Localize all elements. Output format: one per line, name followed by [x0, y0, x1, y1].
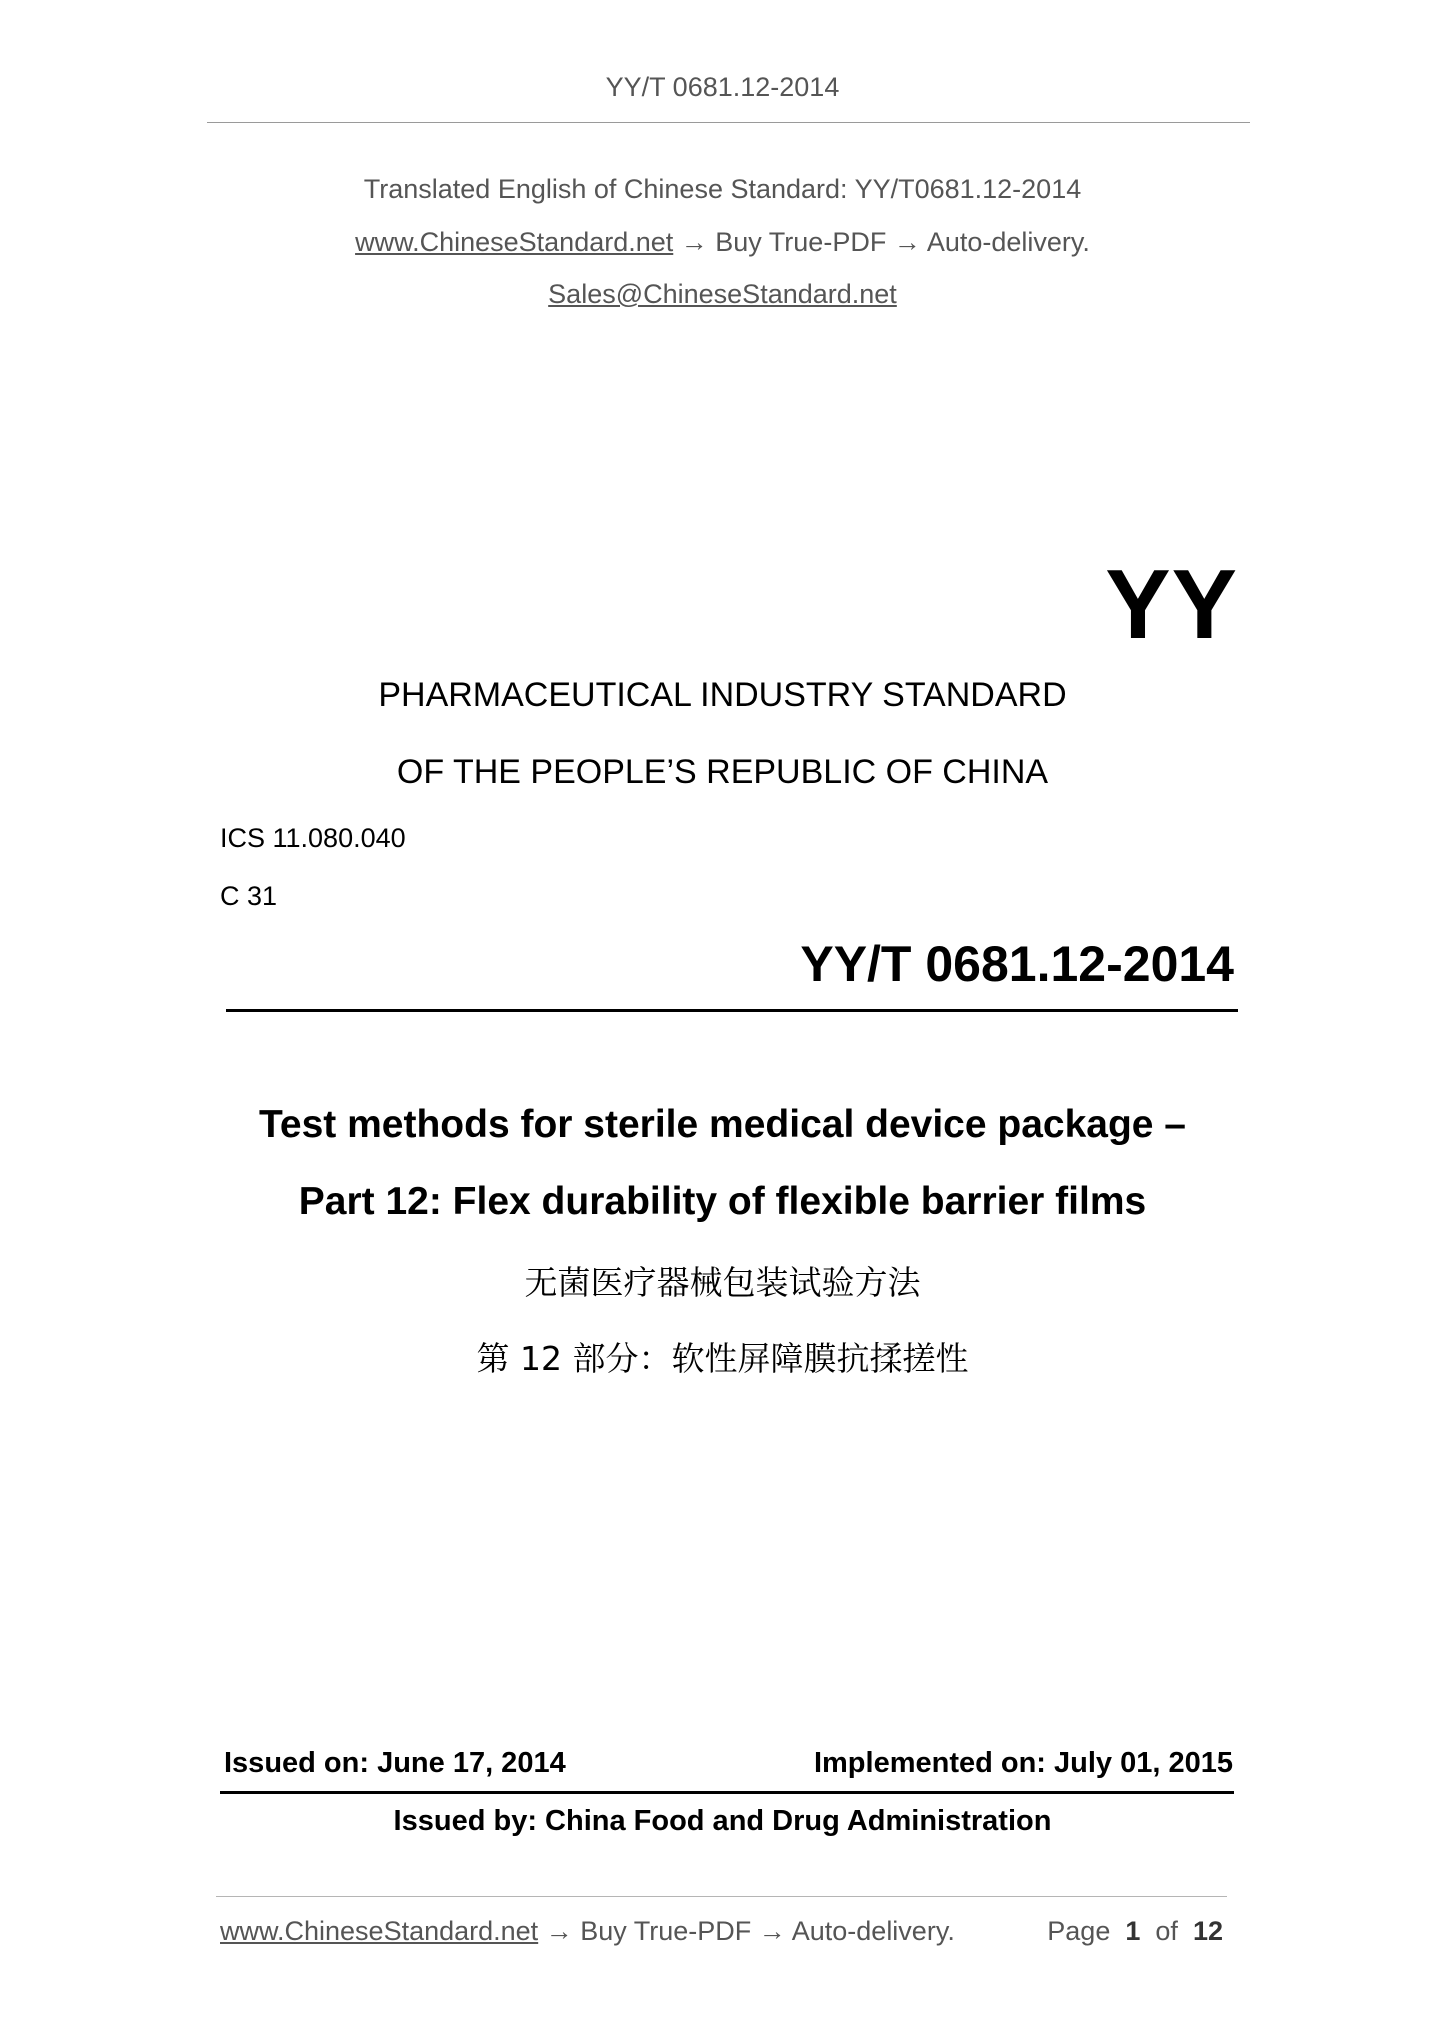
agency-line-2: OF THE PEOPLE’S REPUBLIC OF CHINA — [396, 753, 1049, 791]
standard-number-rule — [226, 1009, 1238, 1012]
sales-email-link[interactable]: Sales@ChineseStandard.net — [548, 279, 897, 309]
translation-notice: Translated English of Chinese Standard: YY/T0681.12-2014 — [363, 174, 1082, 204]
ics-code: ICS 11.080.040 — [220, 823, 406, 853]
footer-purchase-line — [220, 1916, 955, 1947]
email-line — [0, 279, 1445, 310]
issued-on-date: Issued on: June 17, 2014 — [224, 1747, 566, 1779]
page-of: of — [1155, 1916, 1178, 1946]
header-rule — [207, 122, 1250, 123]
ccs-code: C 31 — [220, 881, 278, 911]
title-chinese-line-2: 第 12 部分：软性屏障膜抗揉搓性 — [476, 1339, 969, 1378]
page-indicator — [1047, 1916, 1223, 1947]
site-link[interactable]: www.ChineseStandard.net — [355, 227, 674, 257]
agency-line-1: PHARMACEUTICAL INDUSTRY STANDARD — [378, 676, 1067, 714]
page-label: Page — [1047, 1916, 1111, 1946]
standard-number: YY/T 0681.12-2014 — [800, 936, 1234, 992]
footer-purchase-chain: → Buy True-PDF → Auto-delivery. — [538, 1916, 955, 1946]
page-total: 12 — [1192, 1916, 1223, 1946]
running-header: YY/T 0681.12-2014 — [605, 72, 840, 102]
title-chinese-line-1: 无菌医疗器械包装试验方法 — [524, 1263, 921, 1302]
footer-rule — [216, 1896, 1227, 1897]
standard-mark: YY — [1105, 549, 1238, 659]
purchase-chain-text: → Buy True-PDF → Auto-delivery. — [673, 227, 1090, 257]
title-english-line-2: Part 12: Flex durability of flexible barrier films — [298, 1180, 1147, 1223]
issuing-authority: Issued by: China Food and Drug Administration — [393, 1805, 1052, 1837]
implemented-on-date: Implemented on: July 01, 2015 — [813, 1747, 1233, 1779]
dates-rule — [220, 1791, 1234, 1794]
purchase-line — [0, 227, 1445, 258]
footer-site-link[interactable]: www.ChineseStandard.net — [220, 1916, 539, 1946]
page-current: 1 — [1125, 1916, 1141, 1946]
title-english-line-1: Test methods for sterile medical device package – — [259, 1103, 1186, 1146]
